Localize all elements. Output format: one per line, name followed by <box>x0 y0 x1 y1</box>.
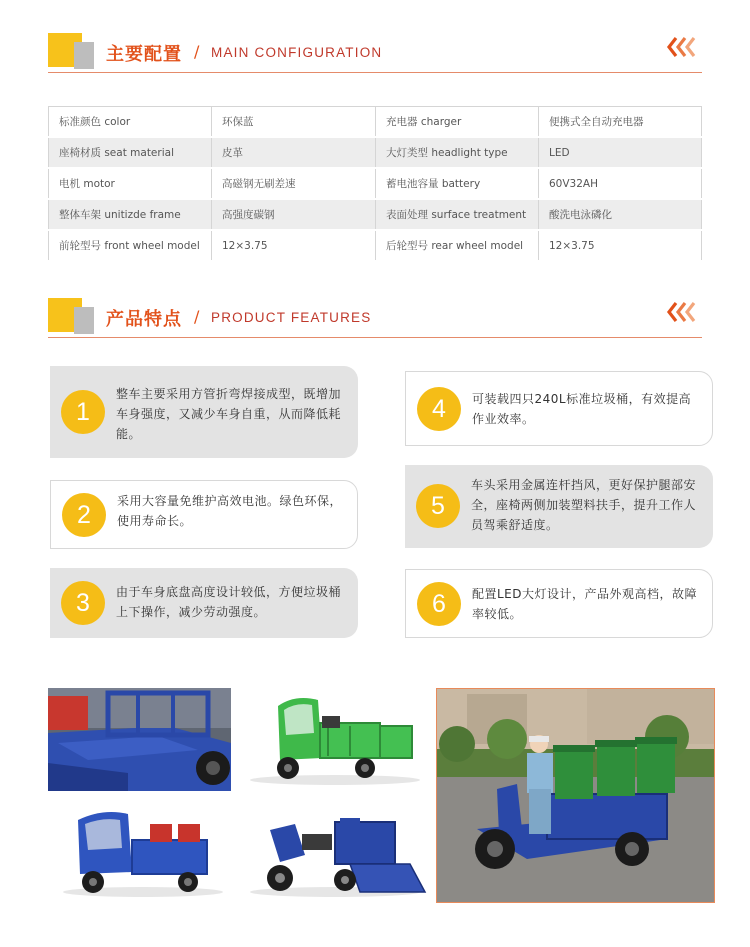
config-label: 座椅材质 seat material <box>49 137 212 168</box>
feature-number-badge: 6 <box>417 582 461 626</box>
feature-card-1 <box>50 366 358 458</box>
feature-text: 车头采用金属连杆挡风，更好保护腿部安全，座椅两侧加装塑料扶手，提升工作人员驾乘舒适度。 <box>471 478 697 532</box>
header-grey-square <box>74 42 94 69</box>
config-row <box>49 199 702 230</box>
config-label: 后轮型号 rear wheel model <box>376 230 539 261</box>
feature-number-badge: 5 <box>416 484 460 528</box>
config-row <box>49 137 702 168</box>
config-value: 酸洗电泳磷化 <box>539 199 702 230</box>
main-config-separator: / <box>194 42 200 61</box>
features-title-en: PRODUCT FEATURES <box>211 310 372 325</box>
config-label: 大灯类型 headlight type <box>376 137 539 168</box>
photo-worker-driving <box>436 688 715 903</box>
feature-text: 整车主要采用方管折弯焊接成型，既增加车身强度，又减少车身自重，从而降低耗能。 <box>116 387 342 441</box>
feature-card-4 <box>405 371 713 446</box>
feature-text: 采用大容量免维护高效电池。绿色环保，使用寿命长。 <box>117 494 343 528</box>
config-label: 标准颜色 color <box>49 107 212 138</box>
main-config-title-en: MAIN CONFIGURATION <box>211 45 383 60</box>
config-label: 整体车架 unitizde frame <box>49 199 212 230</box>
features-header <box>48 298 702 340</box>
config-value: 高磁钢无刷差速 <box>212 168 376 199</box>
feature-number-badge: 1 <box>61 390 105 434</box>
header-underline <box>48 337 702 338</box>
photo-blue-vehicle-ramp <box>240 800 430 901</box>
config-value: 12×3.75 <box>212 230 376 261</box>
photo-cargo-bed-closeup <box>48 688 231 791</box>
main-config-title-cn: 主要配置 <box>106 44 182 65</box>
config-label: 电机 motor <box>49 168 212 199</box>
triple-chevron-icon <box>666 36 700 58</box>
config-value: 12×3.75 <box>539 230 702 261</box>
feature-number-badge: 3 <box>61 581 105 625</box>
feature-number-badge: 4 <box>417 387 461 431</box>
feature-card-6 <box>405 569 713 638</box>
feature-card-2 <box>50 480 358 549</box>
feature-text: 由于车身底盘高度设计较低，方便垃圾桶上下操作，减少劳动强度。 <box>116 585 342 619</box>
config-row <box>49 107 702 138</box>
photo-blue-covered-vehicle <box>48 800 231 901</box>
feature-card-5 <box>405 465 713 548</box>
config-label: 表面处理 surface treatment <box>376 199 539 230</box>
features-title-cn: 产品特点 <box>106 309 182 330</box>
config-row <box>49 168 702 199</box>
config-table <box>48 106 702 262</box>
main-config-header <box>48 33 702 75</box>
triple-chevron-icon <box>666 301 700 323</box>
config-value: LED <box>539 137 702 168</box>
config-value: 高强度碳钢 <box>212 199 376 230</box>
config-value: 皮革 <box>212 137 376 168</box>
config-label: 充电器 charger <box>376 107 539 138</box>
feature-number-badge: 2 <box>62 493 106 537</box>
header-grey-square <box>74 307 94 334</box>
config-value: 便携式全自动充电器 <box>539 107 702 138</box>
config-label: 蓄电池容量 battery <box>376 168 539 199</box>
feature-text: 配置LED大灯设计，产品外观高档，故障率较低。 <box>472 587 698 621</box>
features-separator: / <box>194 307 200 326</box>
header-underline <box>48 72 702 73</box>
photo-green-vehicle <box>240 688 430 791</box>
config-value: 60V32AH <box>539 168 702 199</box>
feature-card-3 <box>50 568 358 638</box>
feature-text: 可装载四只240L标准垃圾桶，有效提高作业效率。 <box>472 392 692 426</box>
config-value: 环保蓝 <box>212 107 376 138</box>
config-row <box>49 230 702 261</box>
config-label: 前轮型号 front wheel model <box>49 230 212 261</box>
